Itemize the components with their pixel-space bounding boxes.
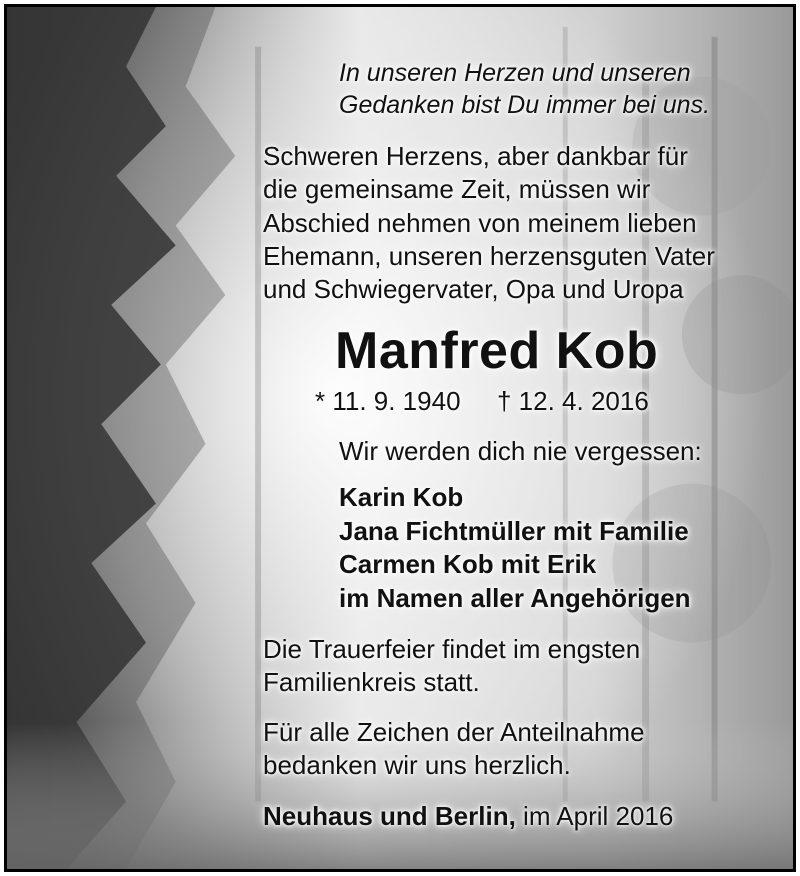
notice-text bbox=[7, 7, 793, 869]
birth-date: * 11. 9. 1940 bbox=[315, 386, 461, 416]
intro-line-4: Ehemann, unseren herzensguten Vater bbox=[263, 241, 715, 271]
motto-line-2: Gedanken bist Du immer bei uns. bbox=[339, 91, 711, 119]
funeral-line-1: Die Trauerfeier findet im engsten bbox=[263, 634, 641, 664]
remembrance-line: Wir werden dich nie vergessen: bbox=[339, 436, 702, 466]
deceased-name: Manfred Kob bbox=[335, 322, 659, 380]
funeral-line-2: Familienkreis statt. bbox=[263, 667, 480, 697]
closing-line bbox=[263, 800, 673, 832]
closing-place: Neuhaus und Berlin, bbox=[263, 801, 516, 831]
thanks-line-1: Für alle Zeichen der Anteilnahme bbox=[263, 717, 645, 747]
mourner-4: im Namen aller Angehörigen bbox=[339, 583, 691, 613]
closing-date: im April 2016 bbox=[523, 801, 674, 831]
intro-line-2: die gemeinsame Zeit, müssen wir bbox=[263, 174, 651, 204]
motto-line-1: In unseren Herzen und unseren bbox=[339, 59, 691, 87]
mourner-3: Carmen Kob mit Erik bbox=[339, 549, 597, 579]
intro-line-1: Schweren Herzens, aber dankbar für bbox=[263, 141, 688, 171]
mourner-2: Jana Fichtmüller mit Familie bbox=[339, 516, 689, 546]
thanks-line-2: bedanken wir uns herzlich. bbox=[263, 750, 571, 780]
obituary-notice bbox=[4, 4, 796, 872]
intro-line-5: und Schwiegervater, Opa und Uropa bbox=[263, 274, 684, 304]
death-date: † 12. 4. 2016 bbox=[497, 386, 649, 416]
mourner-1: Karin Kob bbox=[339, 482, 464, 512]
intro-line-3: Abschied nehmen von meinem lieben bbox=[263, 208, 697, 238]
